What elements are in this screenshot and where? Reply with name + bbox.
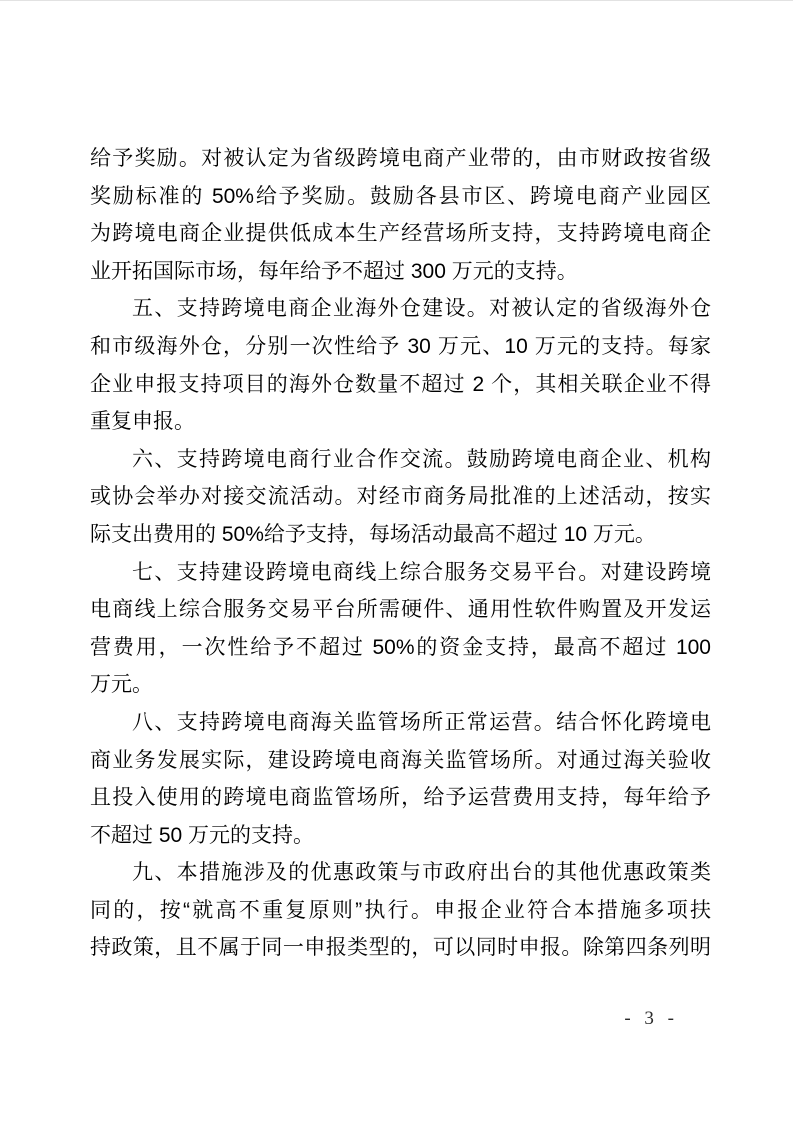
text-line: 且投入使用的跨境电商监管场所，给予运营费用支持，每年给予 — [90, 786, 711, 810]
para-item-7 — [90, 554, 711, 704]
text-line: 万元。 — [90, 673, 153, 697]
text-line: 九、本措施涉及的优惠政策与市政府出台的其他优惠政策类 — [132, 861, 711, 885]
text-line: 际支出费用的 50%给予支持，每场活动最高不超过 10 万元。 — [90, 522, 656, 546]
text-line: 商业务发展实际，建设跨境电商海关监管场所。对通过海关验收 — [90, 748, 711, 772]
para-item-9 — [90, 854, 711, 967]
para-continuation — [90, 140, 711, 290]
text-line: 不超过 50 万元的支持。 — [90, 823, 315, 847]
para-item-8 — [90, 704, 711, 854]
text-line: 八、支持跨境电商海关监管场所正常运营。结合怀化跨境电 — [132, 710, 711, 734]
para-item-5 — [90, 290, 711, 440]
text-line: 给予奖励。对被认定为省级跨境电商产业带的，由市财政按省级 — [90, 147, 711, 170]
text-line: 企业申报支持项目的海外仓数量不超过 2 个，其相关联企业不得 — [90, 372, 711, 396]
text-line: 电商线上综合服务交易平台所需硬件、通用性软件购置及开发运 — [90, 598, 711, 622]
text-line: 为跨境电商企业提供低成本生产经营场所支持，支持跨境电商企 — [90, 222, 711, 246]
text-line: 和市级海外仓，分别一次性给予 30 万元、10 万元的支持。每家 — [90, 334, 711, 358]
text-line: 六、支持跨境电商行业合作交流。鼓励跨境电商企业、机构 — [132, 447, 711, 471]
page-top-border — [0, 0, 793, 1]
text-line: 或协会举办对接交流活动。对经市商务局批准的上述活动，按实 — [90, 485, 711, 509]
text-line: 重复申报。 — [90, 410, 195, 434]
document-body — [90, 140, 711, 967]
text-line: 营费用，一次性给予不超过 50%的资金支持，最高不超过 100 — [90, 635, 711, 659]
text-line: 奖励标准的 50%给予奖励。鼓励各县市区、跨境电商产业园区 — [90, 184, 711, 208]
text-line: 业开拓国际市场，每年给予不超过 300 万元的支持。 — [90, 259, 578, 283]
page-number: - 3 - — [624, 1008, 675, 1029]
text-line: 同的，按“就高不重复原则”执行。申报企业符合本措施多项扶 — [90, 898, 711, 922]
text-line: 持政策，且不属于同一申报类型的，可以同时申报。除第四条列明 — [90, 936, 711, 960]
text-line: 七、支持建设跨境电商线上综合服务交易平台。对建设跨境 — [132, 560, 711, 584]
para-item-6 — [90, 441, 711, 554]
text-line: 五、支持跨境电商企业海外仓建设。对被认定的省级海外仓 — [132, 297, 711, 321]
